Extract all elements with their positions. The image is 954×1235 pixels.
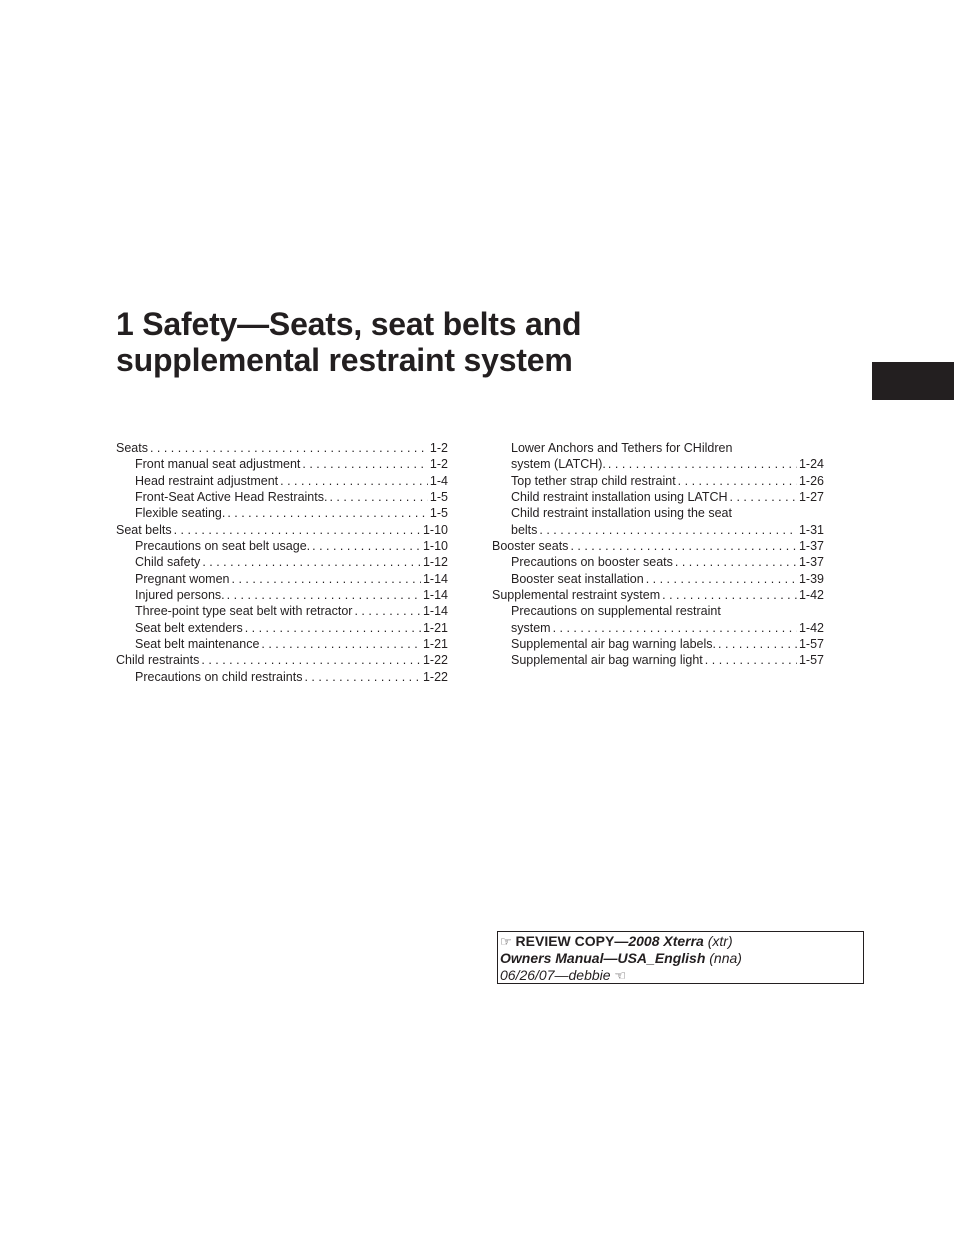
toc-page: 1-37 bbox=[798, 555, 824, 570]
toc-right-column bbox=[492, 440, 824, 669]
review-manual: Owners Manual—USA_English bbox=[500, 950, 706, 966]
toc-label: Pregnant women bbox=[135, 571, 230, 586]
page-title bbox=[116, 306, 581, 378]
toc-entry-seat-belt-extenders[interactable] bbox=[116, 620, 448, 636]
toc-page: 1-42 bbox=[798, 620, 824, 635]
toc-label: Child restraints bbox=[116, 653, 200, 668]
toc-label: Injured persons. bbox=[135, 588, 225, 603]
toc-page: 1-31 bbox=[798, 522, 824, 537]
toc-page: 1-37 bbox=[798, 539, 824, 554]
toc-page: 1-4 bbox=[429, 473, 448, 488]
toc-page: 1-2 bbox=[429, 457, 448, 472]
toc-entry-srs-precautions-line-1: Precautions on supplemental restraint bbox=[511, 604, 721, 619]
toc-page: 1-57 bbox=[798, 637, 824, 652]
toc-entry-pregnant-women[interactable] bbox=[116, 571, 448, 587]
toc-entry-flexible-seating[interactable] bbox=[116, 505, 448, 521]
review-copy-label: REVIEW COPY— bbox=[515, 933, 629, 949]
toc-entry-seats[interactable] bbox=[116, 440, 448, 456]
chapter-tab-marker bbox=[872, 362, 954, 400]
pointing-hand-right-icon: ☞ bbox=[500, 934, 512, 949]
toc-entry-install-latch[interactable] bbox=[492, 489, 824, 505]
toc-entry-install-belts[interactable] bbox=[492, 522, 824, 538]
toc-entry-child-restraints[interactable] bbox=[116, 652, 448, 668]
toc-label: Supplemental air bag warning light bbox=[511, 653, 703, 668]
toc-page: 1-14 bbox=[422, 571, 448, 586]
toc-entry-top-tether[interactable] bbox=[492, 473, 824, 489]
title-line-1: 1 Safety—Seats, seat belts and bbox=[116, 306, 582, 342]
toc-page: 1-5 bbox=[429, 506, 448, 521]
toc-page: 1-22 bbox=[422, 669, 448, 684]
toc-entry-install-belts-line-1: Child restraint installation using the seat bbox=[511, 506, 732, 521]
review-copy-box bbox=[497, 931, 864, 984]
toc-entry-latch[interactable] bbox=[492, 456, 824, 472]
toc-entry-front-seat-adjustment[interactable] bbox=[116, 456, 448, 472]
toc-entry-head-restraint-adjustment[interactable] bbox=[116, 473, 448, 489]
toc-entry-child-safety[interactable] bbox=[116, 554, 448, 570]
toc-label: Booster seat installation bbox=[511, 571, 644, 586]
toc-page: 1-24 bbox=[798, 457, 824, 472]
toc-label: Child restraint installation using LATCH bbox=[511, 490, 728, 505]
toc-label: Head restraint adjustment bbox=[135, 473, 279, 488]
toc-page: 1-2 bbox=[429, 441, 448, 455]
toc-entry-booster-seats[interactable] bbox=[492, 538, 824, 554]
toc-label: system (LATCH). bbox=[511, 457, 606, 472]
toc-label: Booster seats bbox=[492, 539, 569, 554]
toc-page: 1-5 bbox=[429, 490, 448, 505]
toc-label: Front-Seat Active Head Restraints. bbox=[135, 490, 328, 505]
toc-entry-srs[interactable] bbox=[492, 587, 824, 603]
review-line-3 bbox=[500, 967, 861, 984]
toc-label: system bbox=[511, 620, 551, 635]
toc-page: 1-21 bbox=[422, 637, 448, 652]
toc-label: Seat belts bbox=[116, 522, 172, 537]
toc-page: 1-26 bbox=[798, 473, 824, 488]
pointing-hand-left-icon: ☜ bbox=[614, 968, 627, 983]
toc-label: Seat belt extenders bbox=[135, 620, 243, 635]
toc-page: 1-10 bbox=[422, 522, 448, 537]
toc-entry-three-point-belt[interactable] bbox=[116, 603, 448, 619]
toc-label: Three-point type seat belt with retractor bbox=[135, 604, 353, 619]
toc-entry-srs-precautions[interactable] bbox=[492, 620, 824, 636]
toc-label: Precautions on seat belt usage. bbox=[135, 539, 311, 554]
toc-entry-booster-precautions[interactable] bbox=[492, 554, 824, 570]
toc-label: Seats bbox=[116, 441, 148, 455]
toc-label: Front manual seat adjustment bbox=[135, 457, 301, 472]
toc-entry-booster-installation[interactable] bbox=[492, 571, 824, 587]
toc-entry-seat-belt-maintenance[interactable] bbox=[116, 636, 448, 652]
review-date-user: 06/26/07—debbie bbox=[500, 967, 611, 983]
toc-entry-seat-belt-precautions[interactable] bbox=[116, 538, 448, 554]
toc-page: 1-22 bbox=[422, 653, 448, 668]
toc-entry-airbag-light[interactable] bbox=[492, 652, 824, 668]
toc-label: Supplemental restraint system bbox=[492, 588, 661, 603]
toc-label: Flexible seating. bbox=[135, 506, 226, 521]
toc-entry-injured-persons[interactable] bbox=[116, 587, 448, 603]
toc-label: Precautions on child restraints bbox=[135, 669, 303, 684]
toc-page: 1-14 bbox=[422, 604, 448, 619]
toc-entry-latch-line-1: Lower Anchors and Tethers for CHildren bbox=[511, 441, 733, 455]
review-model-code: (xtr) bbox=[703, 933, 733, 949]
toc-page: 1-10 bbox=[422, 539, 448, 554]
toc-label: Top tether strap child restraint bbox=[511, 473, 676, 488]
toc-label: Seat belt maintenance bbox=[135, 637, 260, 652]
toc-left-column bbox=[116, 440, 448, 685]
toc-page: 1-27 bbox=[798, 490, 824, 505]
review-model: 2008 Xterra bbox=[628, 933, 704, 949]
toc-page: 1-21 bbox=[422, 620, 448, 635]
toc-label: Precautions on booster seats bbox=[511, 555, 673, 570]
review-manual-code: (nna) bbox=[705, 950, 742, 966]
toc-entry-active-head-restraints[interactable] bbox=[116, 489, 448, 505]
toc-page: 1-57 bbox=[798, 653, 824, 668]
toc-label: belts bbox=[511, 522, 538, 537]
toc-entry-seat-belts[interactable] bbox=[116, 522, 448, 538]
toc-page: 1-42 bbox=[798, 588, 824, 603]
toc-entry-child-restraint-precautions[interactable] bbox=[116, 669, 448, 685]
toc-label: Child safety bbox=[135, 555, 201, 570]
review-line-1 bbox=[500, 933, 861, 950]
review-line-2 bbox=[500, 950, 861, 967]
toc-page: 1-39 bbox=[798, 571, 824, 586]
title-line-2: supplemental restraint system bbox=[116, 342, 573, 378]
toc-label: Supplemental air bag warning labels. bbox=[511, 637, 716, 652]
toc-page: 1-14 bbox=[422, 588, 448, 603]
toc-entry-airbag-labels[interactable] bbox=[492, 636, 824, 652]
toc-page: 1-12 bbox=[422, 555, 448, 570]
